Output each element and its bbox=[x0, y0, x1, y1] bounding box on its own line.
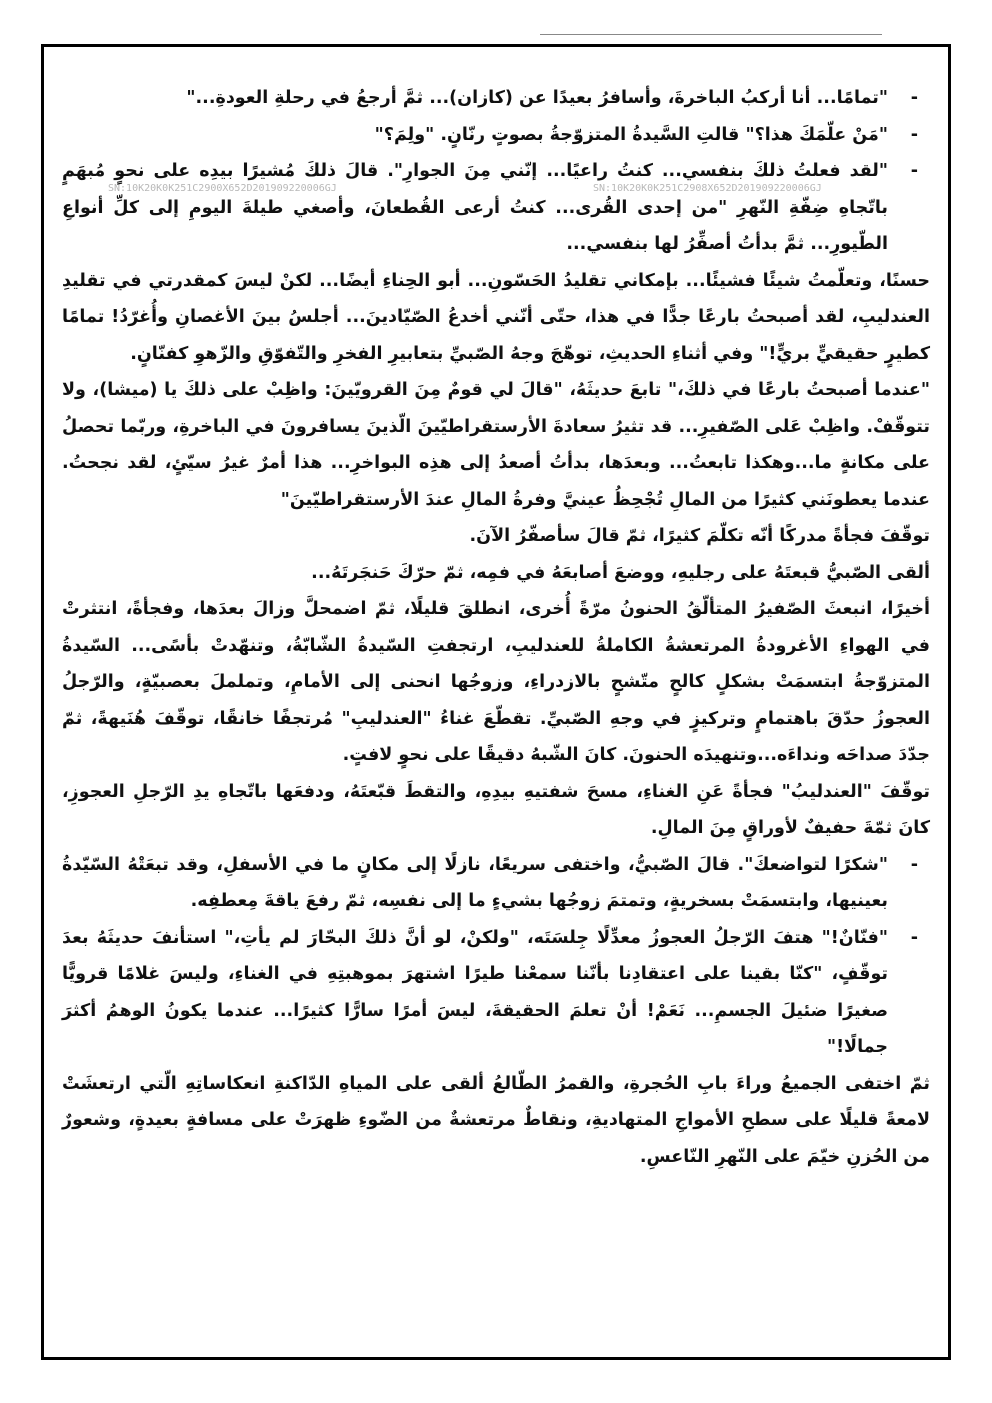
list-dash: - bbox=[910, 124, 918, 145]
story-text bbox=[62, 80, 930, 1175]
top-rule bbox=[540, 34, 882, 35]
paragraph-4: حسنًا، وتعلّمتُ شيئًا فشيئًا... بإمكاني تقليدُ الحَسّونِ... أبو الحِناءِ أيضًا... لكنْ ليسَ كمقدرتي في تقليدِ العندليبِ، لقد أصبحتُ بارعًا جدًّا في هذا، حتّى أنّني أخدعُ الصّيّادينَ... أجلسُ بينَ الأغصانِ وأُغرّدُ! تمامًا كطيرٍ حقيقيٍّ بريٍّ!" وفي أثناءِ الحديثِ، توهّجَ وجهُ الصّبيِّ بتعابيرِ الفخرِ والتّفوّقِ والزّهوِ كفنّانٍ. bbox=[62, 270, 930, 364]
paragraph-8: أخيرًا، انبعثَ الصّفيرُ المتألّقُ الحنونُ مرّةً أُخرى، انطلقَ قليلًا، ثمّ اضمحلَّ وزالَ بعدَها، وفجأةً، انتثرتْ في الهواءِ الأغرودةُ المرتعشةُ الكاملةُ للعندليبِ، ارتجفتِ السّيدةُ الشّابّةُ، وتنهّدتْ بأسًى... السّيدةُ المتزوّجةُ ابتسمَتْ بشكلٍ كالحٍ متّشحٍ بالازدراءِ، وزوجُها انحنى إلى الأمامِ، وتململَ بعصبيّةٍ، والرّجلُ العجوزُ حدّقَ باهتمامٍ وتركيزٍ في وجهِ الصّبيِّ. تقطّعَ غناءُ "العندليبِ" مُرتجفًا خانقًا، توقّفَ هُنَيهةً، ثمّ جدّدَ صداحَه ونداءَه...وتنهيدَه الحنونَ. كانَ الشّبهُ دقيقًا على نحوٍ لافتٍ. bbox=[62, 599, 930, 765]
serial-watermark: SN:10K20K0K251C2900X652D201909220006GJ bbox=[108, 183, 337, 194]
list-dash: - bbox=[910, 88, 918, 108]
paragraph-9: توقّفَ "العندليبُ" فجأةً عَنِ الغناءِ، مسحَ شفتيهِ بيدِهِ، والتقطَ قبّعتَهُ، ودفعَها باتّجاهِ يدِ الرّجلِ العجوزِ، كانَ ثمّةَ حفيفٌ لأوراقٍ مِنَ المالِ. bbox=[62, 781, 930, 838]
paragraph-7: ألقى الصّبيُّ قبعتَهُ على رجليهِ، ووضعَ أصابعَهُ في فمِه، ثمّ حرّكَ حَنجَرتَهُ... bbox=[311, 562, 930, 583]
paragraph-12: ثمّ اختفى الجميعُ وراءَ بابِ الحُجرةِ، والقمرُ الطّالعُ ألقى على المياهِ الدّاكنةِ انعكاساتِهِ الّتي ارتعشَتْ لامعةً قليلًا على سطحِ الأمواجِ المتهاديةِ، ونقاطٌ مرتعشةٌ من الضّوءِ ظهرَتْ على مسافةٍ بعيدةٍ، وشعورٌ من الحُزنِ خيّمَ على النّهرِ النّاعسِ. bbox=[62, 1073, 930, 1167]
list-dash: - bbox=[910, 854, 918, 875]
serial-watermark: SN:10K20K0K251C2908X652D201909220006GJ bbox=[593, 183, 822, 194]
paragraph-5: "عندما أصبحتُ بارعًا في ذلكَ،" تابعَ حديثَهُ، "قالَ لي قومٌ مِنَ القرويّينَ: واظِبْ على ذلكَ يا (ميشا)، ولا تتوقّفْ. واظِبْ عَلى الصّفيرِ... قد تثيرُ سعادةَ الأرستقراطيّينَ الّذينَ يسافرونَ في الباخرةِ، وربّما تحصلُ على مكانةٍ ما...وهكذا تابعتُ... وبعدَها، بدأتُ أصعدُ إلى هذِه البواخرِ... هذا أمرٌ غيرُ سيّئٍ، لقد نجحتُ. عندما يعطونَني كثيرًا من المالِ تُجْحِظُ عينيَّ وفرةُ المالِ عندَ الأرستقراطيّينَ" bbox=[62, 380, 930, 510]
list-dash: - bbox=[910, 161, 918, 181]
paragraph-1: - "تمامًا... أنا أركبُ الباخرةَ، وأسافرُ بعيدًا عن (كازان)... ثمَّ أرجعُ في رحلةِ العودةِ..." bbox=[62, 80, 930, 117]
paragraph-2: - "مَنْ علّمَكَ هذا؟" قالتِ السَّيدةُ المتزوّجةُ بصوتٍ رنّانٍ. "ولِمَ؟" bbox=[62, 117, 930, 154]
paragraph-3: - "لقد فعلتُ ذلكَ بنفسي... كنتُ راعيًا... إنّني مِنَ الجوارِ". قالَ ذلكَ مُشيرًا بيدِه على نحوٍ مُبهَمٍ باتّجاهِ ضِفّةِ النّهرِ "من إحدى القُرى... كنتُ أرعى القُطعانَ، وأصغي طيلةَ اليومِ إلى كلِّ أنواعِ الطّيورِ... ثمَّ بدأتُ أصفِّرُ لها بنفسي... bbox=[62, 153, 930, 263]
paragraph-11: - "فنّانٌ!" هتفَ الرّجلُ العجوزُ معدِّلًا جِلسَتَه، "ولكنْ، لو أنَّ ذلكَ البحّارَ لم يأتِ،" استأنفَ حديثَهُ بعدَ توقّفٍ، "كنّا بقينا على اعتقادِنا بأنّنا سمعْنا طيرًا اشتهرَ بموهبتِهِ في الغناءِ، وليسَ غلامًا قرويًّا صغيرًا ضئيلَ الجسمِ... نَعَمْ! أنْ تعلمَ الحقيقةَ، ليسَ أمرًا سارًّا كثيرًا... عندما يكونُ الوهمُ أكثرَ جمالًا!" bbox=[62, 920, 930, 1066]
paragraph-10: - "شكرًا لتواضعكَ". قالَ الصّبيُّ، واختفى سريعًا، نازلًا إلى مكانٍ ما في الأسفلِ، وقد تبعَتْهُ السّيّدةُ بعينيها، وابتسمَتْ بسخريةٍ، وتمتمَ زوجُها بشيءٍ ما إلى نفسِه، ثمّ رفعَ ياقةَ مِعطفِه. bbox=[62, 847, 930, 920]
paragraph-6: توقّفَ فجأةً مدركًا أنّه تكلّمَ كثيرًا، ثمّ قالَ سأصفّرُ الآنَ. bbox=[469, 526, 930, 546]
list-dash: - bbox=[910, 927, 918, 948]
